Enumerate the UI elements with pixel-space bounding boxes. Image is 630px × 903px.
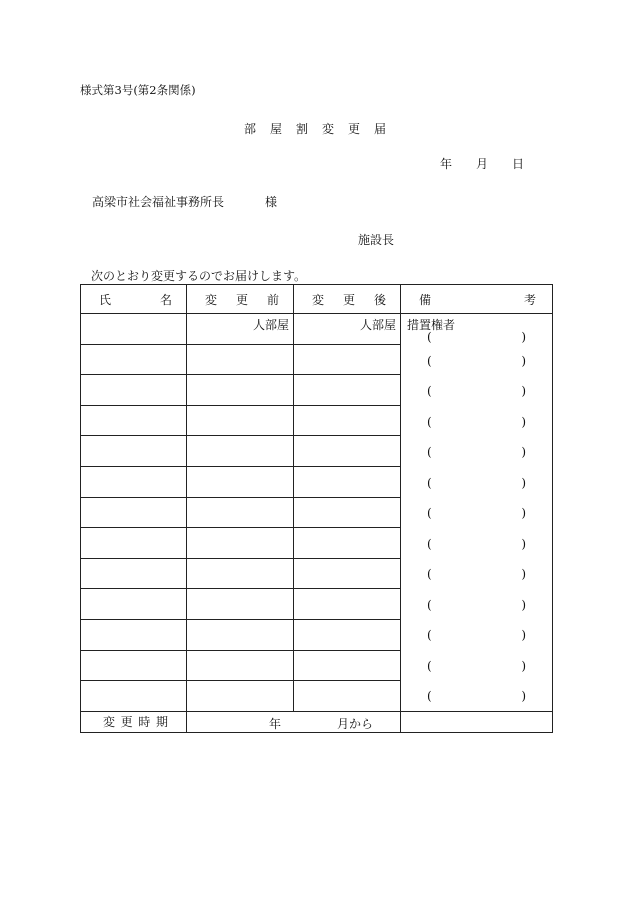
after-cell[interactable]: 人部屋 [294,314,401,345]
before-cell[interactable] [187,497,294,528]
term-year: 年 [269,716,282,731]
document-title [0,120,630,137]
paren-pair: ( ) [427,659,526,673]
header-row [81,285,553,314]
after-cell[interactable] [294,528,401,559]
paren-pair: ( ) [427,628,526,642]
term-month-from: 月から [337,716,374,731]
before-cell[interactable] [187,528,294,559]
after-cell[interactable] [294,681,401,712]
title-char: 屋 [269,122,282,136]
after-cell[interactable] [294,589,401,620]
name-cell[interactable] [81,528,187,559]
paren-pair: ( ) [427,537,526,551]
after-cell[interactable] [294,436,401,467]
paren-pair: ( ) [427,476,526,490]
before-cell[interactable] [187,344,294,375]
before-cell[interactable] [187,558,294,589]
name-cell[interactable] [81,375,187,406]
date-month: 月 [476,157,489,171]
header-name: 氏 名 [81,285,187,314]
after-cell[interactable] [294,619,401,650]
after-cell[interactable] [294,650,401,681]
addressee: 高梁市社会福祉事務所長 [92,195,225,209]
name-cell[interactable] [81,681,187,712]
name-cell[interactable] [81,405,187,436]
before-cell[interactable] [187,466,294,497]
table-row [81,314,553,345]
before-cell[interactable] [187,405,294,436]
name-cell[interactable] [81,436,187,467]
header-before: 変 更 前 [187,285,294,314]
change-table [80,284,553,733]
paren-pair: ( ) [427,415,526,429]
title-char: 割 [295,122,308,136]
before-cell[interactable] [187,436,294,467]
remarks-label: 措置権者 [407,318,456,332]
footer-row [81,711,553,732]
name-cell[interactable] [81,650,187,681]
before-cell[interactable] [187,681,294,712]
before-cell[interactable] [187,589,294,620]
title-char: 変 [322,122,335,136]
before-cell[interactable] [187,619,294,650]
name-cell[interactable] [81,558,187,589]
form-number: 様式第3号(第2条関係) [80,83,196,97]
after-cell[interactable] [294,558,401,589]
paren-pair: ( ) [427,354,526,368]
name-cell[interactable] [81,344,187,375]
title-char: 更 [348,122,361,136]
before-cell[interactable] [187,650,294,681]
paren-pair: ( ) [427,567,526,581]
honorific: 様 [265,195,278,209]
paren-pair: ( ) [427,330,526,344]
after-cell[interactable] [294,344,401,375]
title-char: 届 [374,122,387,136]
header-after: 変 更 後 [294,285,401,314]
after-cell[interactable] [294,405,401,436]
before-cell[interactable]: 人部屋 [187,314,294,345]
paren-pair: ( ) [427,598,526,612]
name-cell[interactable] [81,466,187,497]
title-char: 部 [243,122,256,136]
after-cell[interactable] [294,375,401,406]
name-cell[interactable] [81,589,187,620]
paren-pair: ( ) [427,689,526,703]
after-cell[interactable] [294,466,401,497]
change-term-date[interactable] [187,711,401,732]
footer-remarks-cell[interactable] [401,711,553,732]
name-cell[interactable] [81,314,187,345]
date-day: 日 [512,157,525,171]
date-year: 年 [440,157,453,171]
name-cell[interactable] [81,497,187,528]
after-cell[interactable] [294,497,401,528]
date-line [440,155,524,172]
intro-text: 次のとおり変更するのでお届けします。 [91,269,307,283]
change-term-label: 変 更 時 期 [81,711,187,732]
paren-pair: ( ) [427,384,526,398]
header-remarks: 備 考 [401,285,553,314]
name-cell[interactable] [81,619,187,650]
paren-pair: ( ) [427,506,526,520]
facility-head: 施設長 [358,233,395,247]
remarks-cell[interactable] [401,314,553,712]
paren-pair: ( ) [427,445,526,459]
before-cell[interactable] [187,375,294,406]
